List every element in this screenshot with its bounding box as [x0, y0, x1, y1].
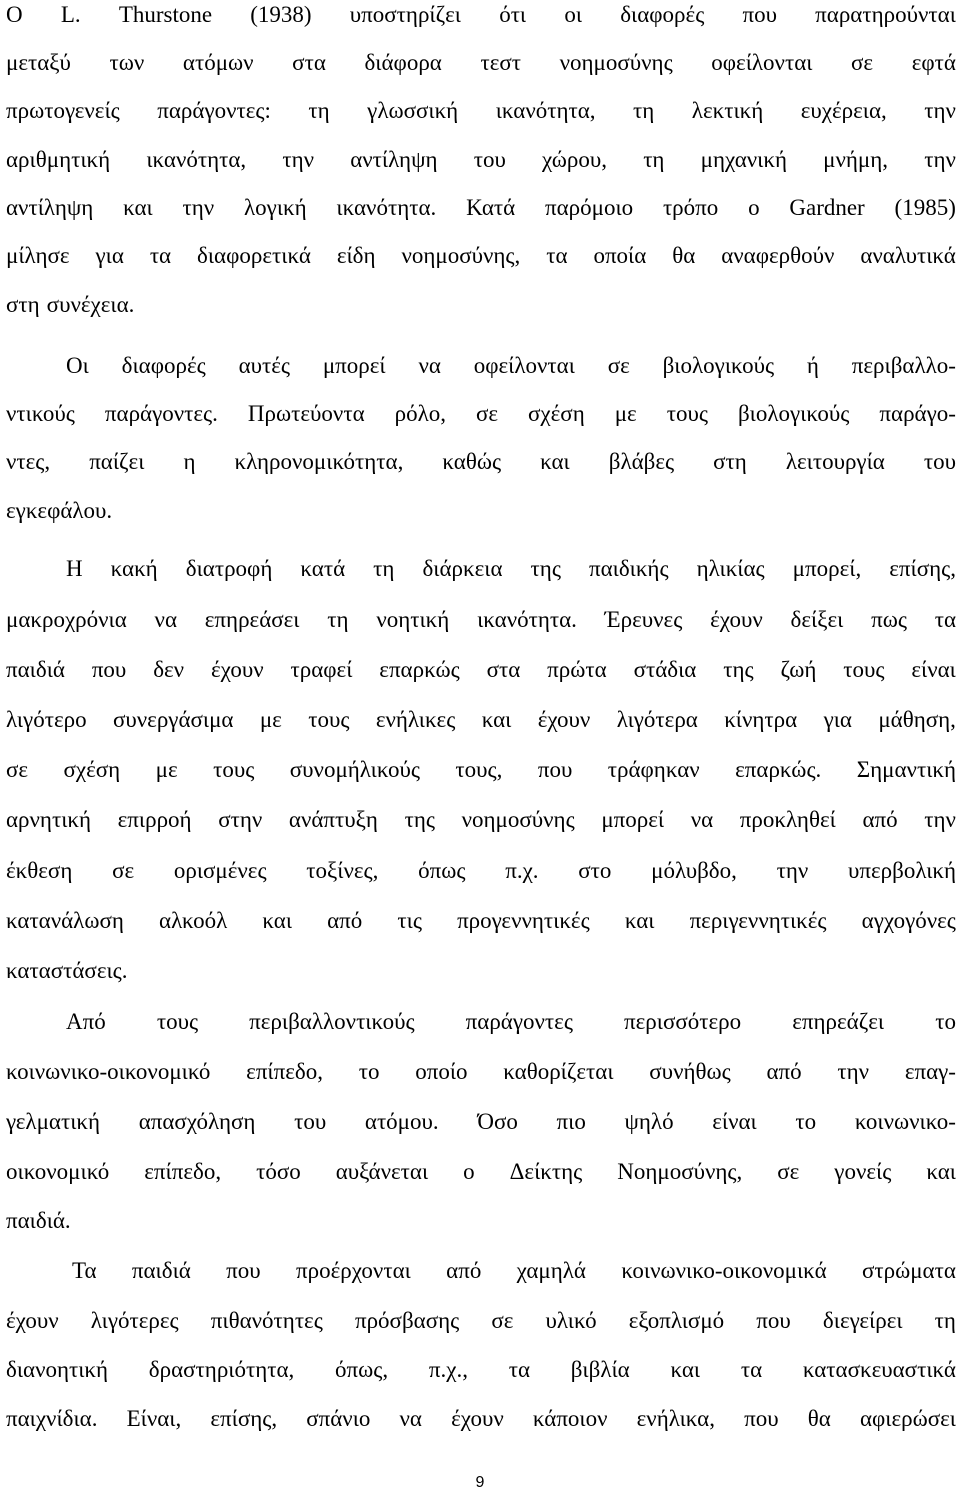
word: τους — [308, 707, 350, 732]
text-line — [6, 605, 956, 635]
word: ντικούς — [6, 401, 75, 426]
word: σχέση — [528, 401, 585, 426]
word: έχουν — [710, 607, 763, 632]
word: μακροχρόνια — [6, 607, 127, 632]
text-line — [6, 447, 956, 477]
word: την — [776, 858, 809, 883]
word: αριθμητική — [6, 147, 111, 172]
word: Ο — [6, 2, 23, 27]
word: διάρκεια — [422, 556, 503, 581]
word: σε — [475, 401, 499, 426]
word: οφείλονται — [711, 50, 813, 75]
word: τους — [843, 657, 885, 682]
word: μνήμη, — [823, 147, 889, 172]
word: Τα — [72, 1258, 97, 1283]
word: λιγότερο — [6, 707, 87, 732]
text-line — [6, 755, 956, 785]
word: θα — [807, 1406, 831, 1431]
word: τους — [156, 1009, 199, 1034]
word: στην — [218, 807, 263, 832]
word: με — [614, 401, 637, 426]
word: συνέχεια. — [46, 292, 135, 317]
word: μπορεί — [322, 353, 386, 378]
word: περισσότερο — [624, 1009, 742, 1034]
word: παίζει — [89, 449, 145, 474]
word: για — [95, 243, 124, 268]
word: σε — [491, 1308, 514, 1333]
word: προέρχονται — [296, 1258, 411, 1283]
word: επίπεδο, — [144, 1159, 222, 1184]
word: ορισμένες — [173, 858, 267, 883]
word: τη — [643, 147, 665, 172]
word: από — [766, 1059, 802, 1084]
page-number: 9 — [475, 1474, 485, 1491]
word: στο — [578, 858, 612, 883]
word: κατανάλωση — [6, 908, 124, 933]
word: πρώτα — [547, 657, 607, 682]
word: των — [109, 50, 145, 75]
word: την — [837, 1059, 870, 1084]
word: η — [183, 449, 196, 474]
text-line — [6, 193, 956, 223]
word: τόσο — [256, 1159, 301, 1184]
word: του — [473, 147, 506, 172]
word: που — [744, 1406, 779, 1431]
word: βιβλία — [570, 1357, 630, 1382]
text-line — [6, 1355, 956, 1385]
word: με — [155, 757, 178, 782]
word: οποίο — [415, 1059, 468, 1084]
word: γονείς — [834, 1159, 892, 1184]
word: να — [690, 807, 714, 832]
word: την — [282, 147, 315, 172]
word: κοινωνικο-οικονομικά — [621, 1258, 827, 1283]
word: ικανότητα. — [477, 607, 577, 632]
word: διαφορές — [121, 353, 206, 378]
word: Από — [66, 1009, 106, 1034]
word: επιρροή — [117, 807, 192, 832]
word: μάθηση, — [878, 707, 956, 732]
word: συνήθως — [649, 1059, 731, 1084]
word: από — [327, 908, 363, 933]
word: Gardner — [789, 195, 865, 220]
word: είναι — [911, 657, 956, 682]
word: κακή — [110, 556, 158, 581]
word: Thurstone — [118, 2, 213, 27]
word: τη — [327, 607, 349, 632]
word: επίπεδο, — [246, 1059, 323, 1084]
word: προγεννητικές — [457, 908, 590, 933]
word: τα — [740, 1357, 763, 1382]
word: στρώματα — [861, 1258, 956, 1283]
word: εξοπλισμό — [628, 1308, 725, 1333]
word: στη — [713, 449, 747, 474]
text-line — [6, 1404, 956, 1434]
word: ανάπτυξη — [288, 807, 378, 832]
word: Πρωτεύοντα — [247, 401, 365, 426]
word: γλωσσική — [367, 98, 459, 123]
word: νοημοσύνης — [559, 50, 673, 75]
word: L. — [60, 2, 81, 27]
word: οι — [564, 2, 583, 27]
word: Είναι, — [126, 1406, 182, 1431]
word: Νοημοσύνης, — [617, 1159, 743, 1184]
word: μπορεί — [601, 807, 665, 832]
text-line — [66, 554, 956, 584]
word: επαγ- — [904, 1059, 956, 1084]
word: που — [537, 757, 573, 782]
word: το — [358, 1059, 380, 1084]
word: στάδια — [633, 657, 697, 682]
word: με — [259, 707, 282, 732]
word: παράγο- — [879, 401, 956, 426]
word: ατόμων — [182, 50, 254, 75]
word: σπάνιο — [306, 1406, 371, 1431]
word: Δείκτης — [509, 1159, 583, 1184]
word: περιβαλλοντικούς — [249, 1009, 415, 1034]
word: στα — [292, 50, 326, 75]
word: τρόπο — [662, 195, 719, 220]
word: και — [926, 1159, 956, 1184]
word: το — [795, 1109, 817, 1134]
word: Κατά — [466, 195, 516, 220]
text-line — [6, 1057, 956, 1087]
word: διάφορα — [364, 50, 442, 75]
word: παράγοντες: — [157, 98, 271, 123]
word: σε — [112, 858, 135, 883]
word: τραφεί — [290, 657, 353, 682]
word: αφιερώσει — [859, 1406, 956, 1431]
word: και — [481, 707, 512, 732]
word: είδη — [336, 243, 376, 268]
word: την — [924, 98, 956, 123]
word: ότι — [499, 2, 527, 27]
word: αναφερθούν — [721, 243, 835, 268]
text-line — [6, 145, 956, 175]
word: τράφηκαν — [607, 757, 700, 782]
word: συνεργάσιμα — [112, 707, 234, 732]
word: έχουν — [6, 1308, 59, 1333]
word: π.χ., — [428, 1357, 468, 1382]
word: παιδιά — [6, 657, 65, 682]
word: αντίληψη — [6, 195, 94, 220]
word: όπως — [418, 858, 466, 883]
word: παιχνίδια. — [6, 1406, 98, 1431]
word: πρόσβασης — [354, 1308, 460, 1333]
word: κάποιον — [532, 1406, 608, 1431]
word: δραστηριότητα, — [148, 1357, 295, 1382]
text-line — [6, 290, 956, 320]
word: (1985) — [894, 195, 956, 220]
text-line — [6, 96, 956, 126]
word: και — [624, 908, 655, 933]
word: αλκοόλ — [159, 908, 228, 933]
word: να — [399, 1406, 422, 1431]
word: ικανότητα. — [336, 195, 437, 220]
word: αρνητική — [6, 807, 92, 832]
word: της — [723, 657, 754, 682]
word: δεν — [153, 657, 185, 682]
word: οφείλονται — [473, 353, 575, 378]
word: ενήλικες — [375, 707, 456, 732]
word: σε — [607, 353, 630, 378]
word: βλάβες — [608, 449, 675, 474]
word: τα — [546, 243, 568, 268]
word: πως — [871, 607, 907, 632]
word: Οι — [66, 353, 89, 378]
word: θα — [672, 243, 696, 268]
word: νοητική — [376, 607, 450, 632]
word: διατροφή — [185, 556, 273, 581]
word: όπως, — [335, 1357, 389, 1382]
word: παρατηρούνται — [815, 2, 956, 27]
word: διανοητική — [6, 1357, 109, 1382]
word: επαρκώς — [379, 657, 460, 682]
text-line — [6, 241, 956, 271]
word: Η — [66, 556, 83, 581]
word: κληρονομικότητα, — [234, 449, 404, 474]
word: σε — [6, 757, 29, 782]
word: τη — [934, 1308, 956, 1333]
word: λιγότερες — [90, 1308, 179, 1333]
word: Σημαντική — [856, 757, 956, 782]
word: που — [226, 1258, 261, 1283]
word: νοημοσύνης, — [401, 243, 521, 268]
word: για — [823, 707, 852, 732]
text-line — [6, 1206, 956, 1236]
word: από — [862, 807, 898, 832]
word: τη — [633, 98, 655, 123]
word: του — [294, 1109, 327, 1134]
word: υλικό — [545, 1308, 597, 1333]
word: ρόλο, — [394, 401, 446, 426]
word: αναλυτικά — [860, 243, 956, 268]
text-line — [6, 856, 956, 886]
word: επίσης, — [210, 1406, 278, 1431]
word: τα — [508, 1357, 530, 1382]
word: ντες, — [6, 449, 51, 474]
word: βιολογικούς — [737, 401, 850, 426]
word: (1938) — [250, 2, 312, 27]
text-line — [6, 805, 956, 835]
word: την — [924, 147, 956, 172]
word: εγκεφάλου. — [6, 498, 113, 523]
word: επηρεάζει — [792, 1009, 885, 1034]
word: ικανότητα, — [146, 147, 247, 172]
word: αγχογόνες — [861, 908, 956, 933]
word: ευχέρεια, — [800, 98, 887, 123]
word: μεταξύ — [6, 50, 71, 75]
word: που — [91, 657, 127, 682]
word: παράγοντες. — [104, 401, 218, 426]
word: χαμηλά — [516, 1258, 586, 1283]
word: τα — [149, 243, 172, 268]
word: στα — [486, 657, 521, 682]
word: καταστάσεις. — [6, 958, 128, 983]
word: υποστηρίζει — [349, 2, 461, 27]
text-line — [66, 1007, 956, 1037]
word: λεκτική — [691, 98, 764, 123]
word: επίσης, — [889, 556, 956, 581]
word: βιολογικούς — [662, 353, 775, 378]
word: σε — [777, 1159, 800, 1184]
word: μηχανική — [700, 147, 787, 172]
word: της — [530, 556, 561, 581]
word: περιβαλλο- — [851, 353, 956, 378]
word: ατόμου. — [364, 1109, 439, 1134]
word: παιδιά — [131, 1258, 191, 1283]
word: παιδικής — [588, 556, 669, 581]
text-line — [6, 1107, 956, 1137]
word: το — [935, 1009, 956, 1034]
word: μόλυβδο, — [651, 858, 737, 883]
word: διαφορές — [620, 2, 705, 27]
word: ηλικίας — [696, 556, 765, 581]
word: λειτουργία — [785, 449, 885, 474]
word: είναι — [712, 1109, 757, 1134]
word: ο — [748, 195, 760, 220]
word: που — [756, 1308, 791, 1333]
word: Όσο — [477, 1109, 518, 1134]
word: παράγοντες — [465, 1009, 573, 1034]
word: και — [540, 449, 570, 474]
word: πιο — [556, 1109, 586, 1134]
word: έχουν — [451, 1406, 504, 1431]
word: Έρευνες — [604, 607, 683, 632]
word: ή — [806, 353, 819, 378]
word: τεστ — [480, 50, 521, 75]
text-line — [6, 655, 956, 685]
word: έκθεση — [6, 858, 73, 883]
word: κατασκευαστικά — [802, 1357, 956, 1382]
word: την — [182, 195, 215, 220]
text-line — [66, 351, 956, 381]
word: ζωή — [780, 657, 817, 682]
word: λογική — [244, 195, 307, 220]
text-line — [6, 1157, 956, 1187]
word: υπερβολική — [847, 858, 956, 883]
text-line — [6, 399, 956, 429]
word: οποία — [593, 243, 647, 268]
word: τοξίνες, — [306, 858, 379, 883]
word: έχουν — [537, 707, 591, 732]
word: την — [924, 807, 956, 832]
word: συνομήλικούς — [289, 757, 420, 782]
text-line — [6, 906, 956, 936]
word: να — [418, 353, 441, 378]
word: παρόμοιο — [544, 195, 634, 220]
word: οικονομικό — [6, 1159, 110, 1184]
word: παιδιά. — [6, 1208, 71, 1233]
word: περιγεννητικές — [689, 908, 827, 933]
word: διεγείρει — [822, 1308, 903, 1333]
word: προκληθεί — [739, 807, 836, 832]
word: να — [154, 607, 177, 632]
word: εφτά — [911, 50, 956, 75]
text-line — [6, 705, 956, 735]
word: σχέση — [63, 757, 121, 782]
word: επηρεάσει — [204, 607, 300, 632]
word: κοινωνικο- — [854, 1109, 956, 1134]
word: ο — [463, 1159, 475, 1184]
word: δείξει — [790, 607, 844, 632]
word: και — [670, 1357, 701, 1382]
word: τη — [373, 556, 395, 581]
word: μπορεί, — [792, 556, 862, 581]
word: του — [923, 449, 956, 474]
word: τους, — [455, 757, 503, 782]
word: μίλησε — [6, 243, 70, 268]
word: και — [123, 195, 153, 220]
word: γελματική — [6, 1109, 101, 1134]
word: χώρου, — [542, 147, 607, 172]
word: τους — [666, 401, 708, 426]
word: και — [262, 908, 293, 933]
text-line — [6, 956, 956, 986]
word: αυξάνεται — [335, 1159, 429, 1184]
word: αντίληψη — [350, 147, 438, 172]
word: πρωτογενείς — [6, 98, 120, 123]
word: καθορίζεται — [503, 1059, 614, 1084]
word: στη — [6, 292, 40, 317]
text-line — [72, 1256, 956, 1286]
word: απασχόληση — [138, 1109, 256, 1134]
word: επαρκώς. — [735, 757, 822, 782]
word: ενήλικα, — [636, 1406, 715, 1431]
word: καθώς — [442, 449, 502, 474]
word: από — [446, 1258, 482, 1283]
word: ψηλό — [624, 1109, 674, 1134]
text-line — [6, 1306, 956, 1336]
word: σε — [851, 50, 874, 75]
word: τους — [213, 757, 255, 782]
text-line — [6, 0, 956, 30]
word: τα — [934, 607, 956, 632]
word: νοημοσύνης — [461, 807, 575, 832]
word: τις — [397, 908, 422, 933]
word: κοινωνικο-οικονομικό — [6, 1059, 211, 1084]
word: πιθανότητες — [210, 1308, 323, 1333]
text-line — [6, 496, 956, 526]
word: που — [742, 2, 777, 27]
word: έχουν — [210, 657, 264, 682]
word: τη — [308, 98, 330, 123]
word: π.χ. — [505, 858, 539, 883]
word: κατά — [300, 556, 346, 581]
word: ικανότητα, — [495, 98, 596, 123]
text-line — [6, 48, 956, 78]
word: κίνητρα — [724, 707, 798, 732]
word: της — [404, 807, 435, 832]
word: αυτές — [238, 353, 291, 378]
word: λιγότερα — [616, 707, 698, 732]
word: διαφορετικά — [197, 243, 311, 268]
